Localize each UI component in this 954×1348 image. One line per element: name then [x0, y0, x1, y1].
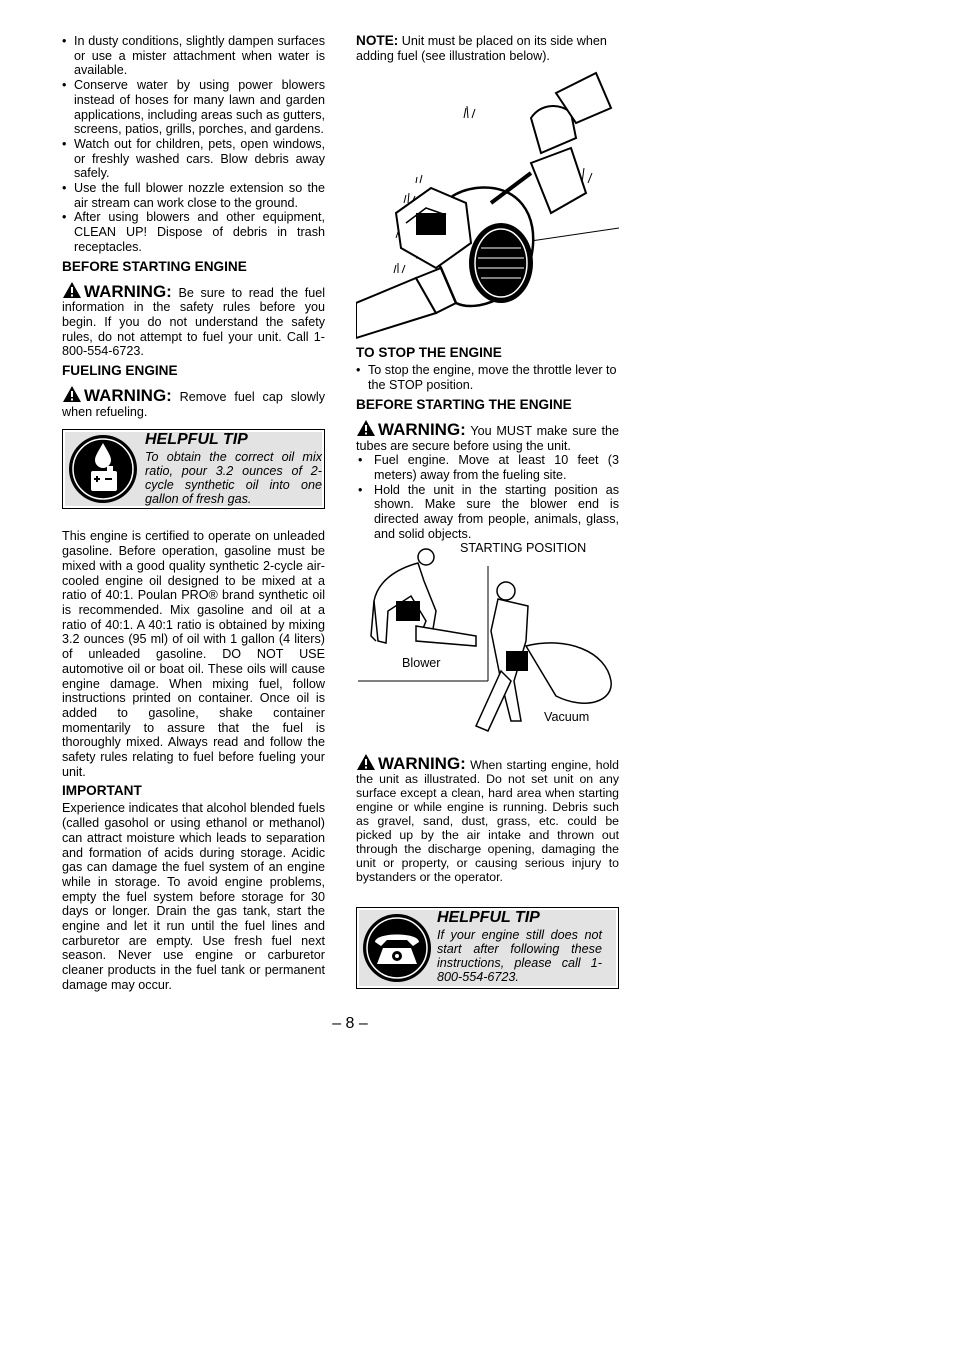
fueling-note [356, 34, 619, 63]
list-item: • In dusty conditions, slightly dampen surfaces or use a mister attachment when water is available. [62, 34, 325, 78]
warning-text: Be sure to read the fuel information in the safety rules before you begin. If you do not understand the safety rules, do not attempt to fuel your unit. Call 1-800-554-6723. [62, 285, 325, 359]
note-text: Unit must be placed on its side when adding fuel (see illustration below). [356, 34, 607, 63]
starting-position-label: STARTING POSITION [460, 541, 587, 556]
warning-text: You MUST make sure the tubes are secure before using the unit. [356, 423, 620, 453]
starting-position-figure [356, 541, 619, 741]
before-starting-the-engine-heading: BEFORE STARTING THE ENGINE [356, 396, 572, 412]
list-item: • After using blowers and other equipment, CLEAN UP! Dispose of debris in trash receptacles. [62, 210, 325, 254]
warning-triangle-icon [356, 419, 376, 437]
telephone-icon [361, 912, 433, 984]
fuel-can-icon [67, 433, 139, 505]
list-item: • Fuel engine. Move at least 10 feet (3 meters) away from the fueling site. [358, 453, 619, 482]
list-item: • To stop the engine, move the throttle lever to the STOP position. [356, 363, 619, 392]
tips-bullet-list [62, 34, 325, 255]
list-item: • Hold the unit in the starting position as shown. Make sure the blower end is directed away from people, animals, glass, and solid objects. [358, 483, 619, 542]
fueling-illustration [356, 63, 619, 343]
important-heading: IMPORTANT [62, 783, 142, 799]
stop-engine-heading: TO STOP THE ENGINE [356, 345, 502, 361]
stop-engine-list [356, 363, 619, 392]
starting-steps-list [356, 453, 619, 541]
warning-text: Remove fuel cap slowly when refueling. [62, 390, 325, 419]
before-starting-engine-heading: BEFORE STARTING ENGINE [62, 258, 247, 274]
warning-triangle-icon [62, 281, 82, 299]
helpful-tip-oil-mix [62, 429, 325, 509]
warning-read-fuel-info [62, 281, 325, 360]
vacuum-label: Vacuum [544, 710, 590, 725]
helpful-tip-title: HELPFUL TIP [437, 909, 540, 927]
warning-tubes-secure [356, 419, 619, 453]
helpful-tip-title: HELPFUL TIP [145, 431, 248, 449]
warning-label: WARNING: [378, 754, 466, 774]
warning-triangle-icon [356, 753, 376, 771]
blower-label: Blower [402, 656, 441, 671]
right-column [356, 34, 619, 989]
left-column [62, 34, 325, 993]
warning-fuel-cap [62, 385, 325, 419]
warning-text: When starting engine, hold the unit as illustrated. Do not set unit on any surface except a clean, hard area when starting engine or while engine is running. Debris such as gravel, sand, dust, grass, etc. could be picked up by the air intake and thrown out through the discharge opening, damaging the unit or property, or causing serious injury to bystanders or the operator. [356, 758, 619, 884]
page-number: – 8 – [332, 1015, 368, 1032]
helpful-tip-text: To obtain the correct oil mix ratio, pour 3.2 ounces of 2-cycle synthetic oil into one gallon of fresh gas. [145, 449, 322, 506]
warning-label: WARNING: [84, 281, 172, 301]
list-item: • Conserve water by using power blowers instead of hoses for many lawn and garden applications, including areas such as gutters, screens, patios, grills, porches, and gardens. [62, 78, 325, 137]
list-item: • Watch out for children, pets, open windows, or freshly washed cars. Blow debris away safely. [62, 137, 325, 181]
note-label: NOTE: [356, 33, 399, 48]
warning-starting-surface [356, 753, 619, 884]
warning-label: WARNING: [84, 386, 172, 406]
helpful-tip-call [356, 907, 619, 989]
warning-triangle-icon [62, 385, 82, 403]
helpful-tip-text: If your engine still does not start after following these instructions, please call 1-800-554-6723. [437, 927, 602, 984]
fueling-engine-heading: FUELING ENGINE [62, 363, 178, 379]
important-paragraph: Experience indicates that alcohol blended fuels (called gasohol or using ethanol or methanol) can attract moisture which leads to separation and formation of acids during storage. Acidic gas can damage the fuel system of an engine while in storage. To avoid engine problems, empty the fuel system before storage for 30 days or longer. Drain the gas tank, start the engine and let it run until the fuel lines and carburetor are empty. Use fresh fuel next season. Never use engine or carburetor cleaner products in the fuel tank or permanent damage may occur. [62, 801, 325, 992]
list-item: • Use the full blower nozzle extension so the air stream can work close to the ground. [62, 181, 325, 210]
warning-label: WARNING: [378, 419, 466, 439]
fuel-mix-paragraph: This engine is certified to operate on unleaded gasoline. Before operation, gasoline must be mixed with a good quality synthetic 2-cycle air-cooled engine oil designed to be mixed at a ratio of 40:1. Poulan PRO® brand synthetic oil is recommended. Mix gasoline and oil at a ratio of 40:1. A 40:1 ratio is obtained by mixing 3.2 ounces (95 ml) of oil with 1 gallon (4 liters) of unleaded gasoline. DO NOT USE automotive oil or boat oil. These oils will cause engine damage. When mixing fuel, follow instructions printed on container. Once oil is added to gasoline, shake container momentarily to assure that the fuel is thoroughly mixed. Always read and follow the safety rules relating to fuel before fueling your unit. [62, 529, 325, 779]
